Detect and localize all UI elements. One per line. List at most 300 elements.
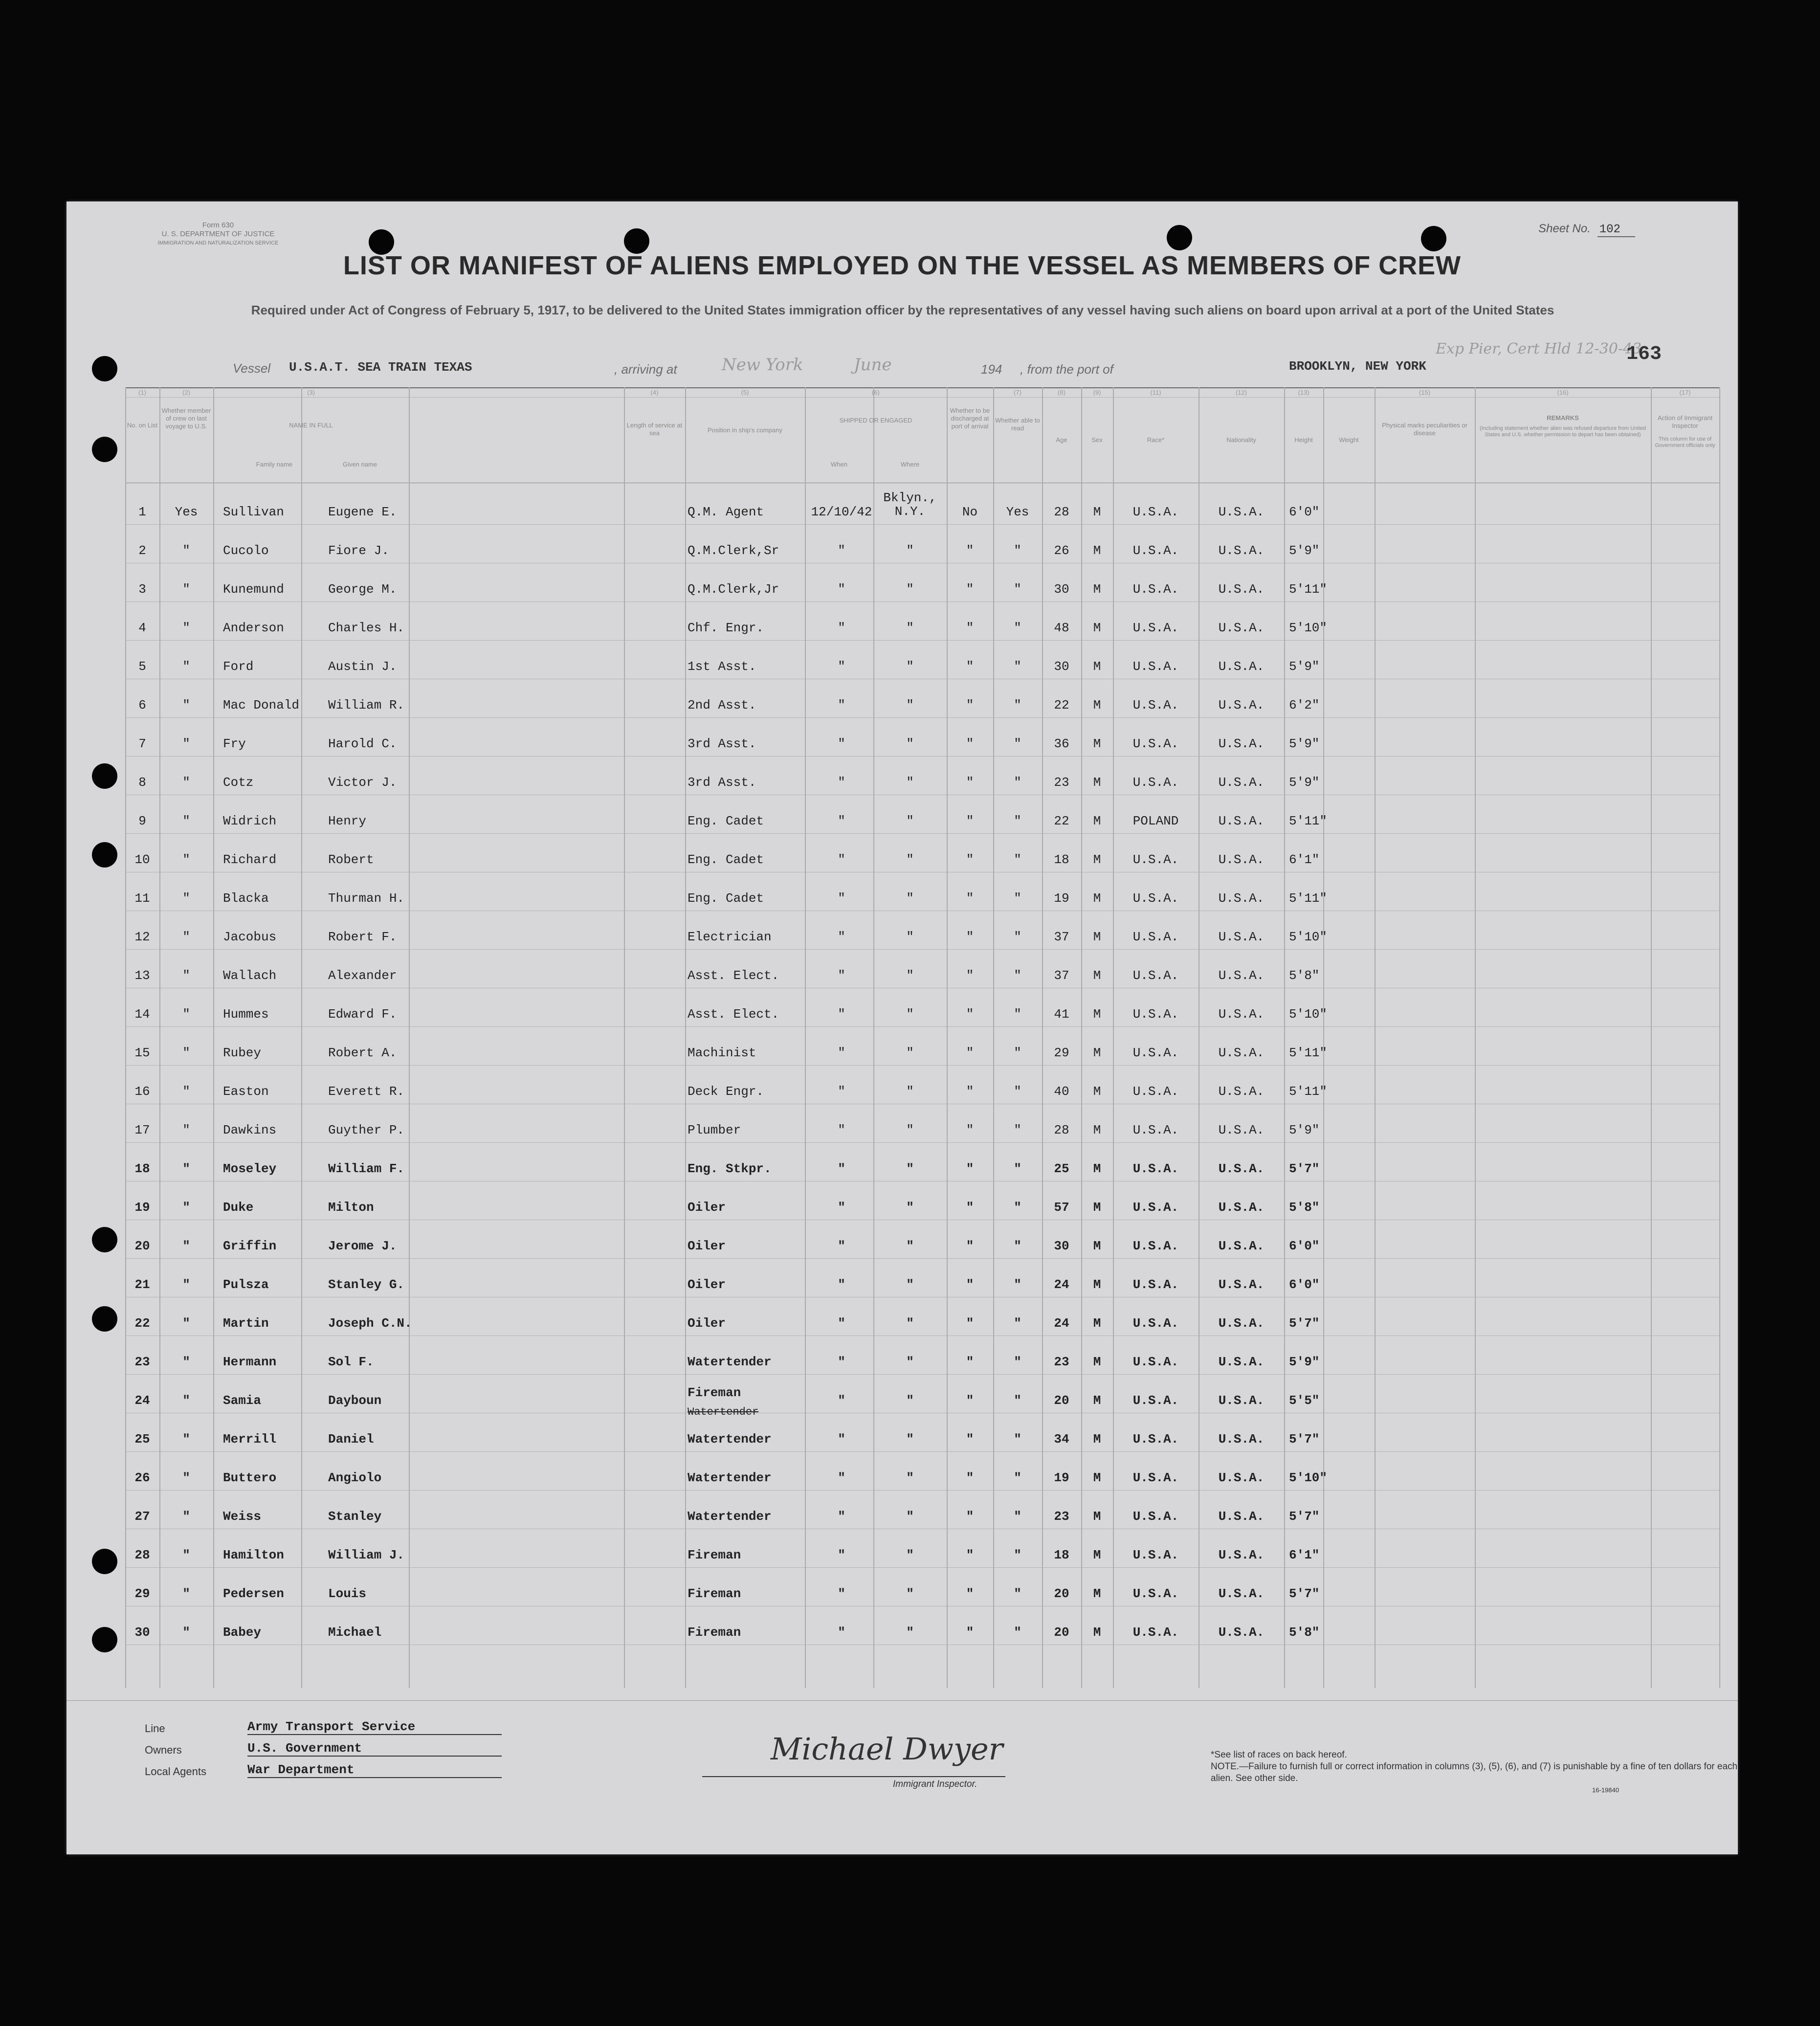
cell-prev: ": [182, 1046, 190, 1060]
cell-prev: ": [182, 1161, 190, 1176]
cell-race: U.S.A.: [1132, 1393, 1179, 1408]
owners-value: U.S. Government: [247, 1741, 502, 1757]
cell-pos: Watertender: [688, 1470, 772, 1485]
cell-prev: ": [182, 1393, 190, 1408]
cell-race: U.S.A.: [1132, 1123, 1179, 1137]
sheet-number: Sheet No. 102: [1538, 222, 1635, 236]
cell-age: 22: [1054, 698, 1069, 712]
cell-disch: ": [966, 1432, 974, 1447]
cell-age: 24: [1054, 1316, 1069, 1331]
cell-height: 5'7": [1289, 1586, 1320, 1601]
cell-age: 24: [1054, 1277, 1069, 1292]
table-row: [125, 1046, 1719, 1065]
cell-race: U.S.A.: [1132, 1432, 1179, 1447]
col-header-where: Where: [900, 461, 920, 468]
department-name: U. S. DEPARTMENT OF JUSTICE: [161, 230, 275, 238]
arriving-place: New York: [722, 355, 803, 375]
row-rule: [125, 1142, 1719, 1143]
cell-pos: Watertender: [688, 1509, 772, 1524]
cell-prev: ": [182, 1625, 190, 1640]
cell-no: 29: [134, 1586, 150, 1601]
cell-sex: M: [1093, 775, 1101, 790]
cell-nat: U.S.A.: [1218, 1161, 1265, 1176]
cell-height: 5'11": [1289, 1084, 1328, 1099]
cell-prev: Yes: [175, 505, 198, 519]
cell-no: 15: [134, 1046, 150, 1060]
arrival-date: June: [854, 355, 892, 375]
cell-where: ": [906, 1470, 914, 1485]
cell-when: ": [838, 1123, 845, 1137]
cell-family: Weiss: [223, 1509, 262, 1524]
cell-nat: U.S.A.: [1218, 1470, 1265, 1485]
cell-family: Babey: [223, 1625, 262, 1640]
cell-no: 25: [134, 1432, 150, 1447]
cell-where: ": [906, 968, 914, 983]
cell-family: Fry: [223, 736, 246, 751]
table-row: [125, 490, 1719, 524]
cell-sex: M: [1093, 1200, 1101, 1215]
table-row: [125, 698, 1719, 717]
col-header-position: Position in ship's company: [708, 426, 782, 434]
cell-family: Easton: [223, 1084, 269, 1099]
table-row: [125, 1123, 1719, 1142]
cell-prev: ": [182, 1355, 190, 1369]
col-header-given-name: Given name: [342, 461, 377, 468]
cell-given: Thurman H.: [328, 891, 405, 906]
department-header: [135, 221, 301, 247]
cell-when: ": [838, 1239, 845, 1253]
cell-given: Guyther P.: [328, 1123, 405, 1137]
cell-prev: ": [182, 1548, 190, 1562]
cell-when: ": [838, 736, 845, 751]
cell-disch: No: [962, 505, 978, 519]
cell-disch: ": [966, 698, 974, 712]
handwritten-annotation: Exp Pier, Cert Hld 12-30-43: [1436, 340, 1642, 357]
cell-pos: 3rd Asst.: [688, 775, 756, 790]
cell-when: ": [838, 1432, 845, 1447]
cell-prev: ": [182, 1200, 190, 1215]
col-num: (8): [1058, 389, 1065, 396]
cell-when: ": [838, 1277, 845, 1292]
cell-no: 2: [138, 543, 146, 558]
cell-read: ": [1014, 659, 1021, 674]
cell-pos: Asst. Elect.: [688, 968, 779, 983]
punch-hole: [92, 1306, 117, 1332]
row-rule: [125, 1490, 1719, 1491]
cell-no: 17: [134, 1123, 150, 1137]
cell-when: ": [838, 930, 845, 944]
cell-where: ": [906, 1046, 914, 1060]
col-num: (5): [741, 389, 749, 396]
cell-disch: ": [966, 1046, 974, 1060]
cell-family: Mac Donald: [223, 698, 300, 712]
cell-prev: ": [182, 1509, 190, 1524]
cell-sex: M: [1093, 1432, 1101, 1447]
cell-sex: M: [1093, 505, 1101, 519]
cell-race: U.S.A.: [1132, 698, 1179, 712]
cell-family: Merrill: [223, 1432, 277, 1447]
col-header-race: Race*: [1147, 436, 1165, 444]
cell-prev: ": [182, 621, 190, 635]
cell-disch: ": [966, 582, 974, 597]
cell-prev: ": [182, 814, 190, 828]
cell-no: 6: [138, 698, 146, 712]
cell-race: U.S.A.: [1132, 1200, 1179, 1215]
cell-race: U.S.A.: [1132, 1161, 1179, 1176]
cell-when: ": [838, 582, 845, 597]
cell-read: ": [1014, 1161, 1021, 1176]
cell-where: ": [906, 1200, 914, 1215]
cell-read: ": [1014, 1625, 1021, 1640]
cell-where: ": [906, 698, 914, 712]
cell-given: Robert A.: [328, 1046, 397, 1060]
table-row: [125, 1625, 1719, 1645]
struck-position: Watertender: [688, 1406, 759, 1418]
col-header-prev-voyage: Whether member of crew on last voyage to U.S.: [161, 407, 211, 430]
cell-height: 5'10": [1289, 930, 1328, 944]
cell-race: U.S.A.: [1132, 582, 1179, 597]
cell-age: 23: [1054, 1509, 1069, 1524]
cell-race: U.S.A.: [1132, 891, 1179, 906]
row-rule: [125, 1065, 1719, 1066]
cell-nat: U.S.A.: [1218, 1084, 1265, 1099]
cell-age: 26: [1054, 543, 1069, 558]
table-row: [125, 659, 1719, 679]
cell-height: 5'9": [1289, 775, 1320, 790]
cell-disch: ": [966, 1277, 974, 1292]
cell-disch: ": [966, 1161, 974, 1176]
cell-prev: ": [182, 1007, 190, 1022]
cell-age: 57: [1054, 1200, 1069, 1215]
cell-pos: Watertender: [688, 1432, 772, 1447]
cell-race: U.S.A.: [1132, 852, 1179, 867]
table-row: [125, 621, 1719, 640]
cell-disch: ": [966, 1625, 974, 1640]
cell-age: 29: [1054, 1046, 1069, 1060]
cell-prev: ": [182, 930, 190, 944]
cell-nat: U.S.A.: [1218, 1316, 1265, 1331]
cell-read: ": [1014, 775, 1021, 790]
cell-race: U.S.A.: [1132, 1277, 1179, 1292]
cell-when: ": [838, 1200, 845, 1215]
cell-nat: U.S.A.: [1218, 1277, 1265, 1292]
cell-when: ": [838, 1046, 845, 1060]
cell-read: ": [1014, 1123, 1021, 1137]
cell-nat: U.S.A.: [1218, 891, 1265, 906]
form-code: 16-19840: [1592, 1786, 1619, 1794]
cell-nat: U.S.A.: [1218, 1393, 1265, 1408]
cell-given: Harold C.: [328, 736, 397, 751]
cell-height: 6'0": [1289, 1277, 1320, 1292]
cell-when: ": [838, 543, 845, 558]
cell-given: Stanley: [328, 1509, 382, 1524]
cell-disch: ": [966, 1200, 974, 1215]
cell-height: 5'11": [1289, 891, 1328, 906]
cell-pos: Q.M. Agent: [688, 505, 764, 519]
cell-no: 9: [138, 814, 146, 828]
col-num: (9): [1093, 389, 1101, 396]
table-row: [125, 582, 1719, 601]
cell-no: 1: [138, 505, 146, 519]
cell-when: ": [838, 698, 845, 712]
agents-value: War Department: [247, 1762, 502, 1778]
cell-given: Eugene E.: [328, 505, 397, 519]
cell-pos: Plumber: [688, 1123, 741, 1137]
row-rule: [125, 640, 1719, 641]
cell-nat: U.S.A.: [1218, 621, 1265, 635]
cell-pos: Oiler: [688, 1316, 726, 1331]
table-row: [125, 1007, 1719, 1026]
col-header-name: NAME IN FULL: [289, 422, 333, 429]
cell-given: Robert: [328, 852, 374, 867]
cell-pos: Fireman: [688, 1586, 741, 1601]
cell-disch: ": [966, 968, 974, 983]
cell-read: ": [1014, 1007, 1021, 1022]
cell-sex: M: [1093, 814, 1101, 828]
cell-read: ": [1014, 1509, 1021, 1524]
col-header-sex: Sex: [1091, 436, 1103, 444]
cell-where: ": [906, 1084, 914, 1099]
cell-given: Michael: [328, 1625, 382, 1640]
cell-prev: ": [182, 968, 190, 983]
cell-disch: ": [966, 1470, 974, 1485]
cell-where: ": [906, 1007, 914, 1022]
cell-given: Daniel: [328, 1432, 374, 1447]
cell-where: ": [906, 543, 914, 558]
col-header-age: Age: [1056, 436, 1067, 444]
page-title: LIST OR MANIFEST OF ALIENS EMPLOYED ON THE VESSEL AS MEMBERS OF CREW: [343, 251, 1462, 280]
cell-where: ": [906, 1509, 914, 1524]
cell-sex: M: [1093, 1239, 1101, 1253]
cell-age: 28: [1054, 505, 1069, 519]
cell-pos: Q.M.Clerk,Jr: [688, 582, 779, 597]
cell-disch: ": [966, 1239, 974, 1253]
cell-age: 41: [1054, 1007, 1069, 1022]
cell-prev: ": [182, 659, 190, 674]
table-row: [125, 1200, 1719, 1220]
row-rule: [125, 949, 1719, 950]
cell-given: Victor J.: [328, 775, 397, 790]
cell-family: Duke: [223, 1200, 254, 1215]
cell-where: ": [906, 1161, 914, 1176]
from-label: , from the port of: [1020, 362, 1113, 377]
cell-given: Sol F.: [328, 1355, 374, 1369]
cell-when: ": [838, 1084, 845, 1099]
inspector-signature: Michael Dwyer: [771, 1731, 1003, 1767]
punch-hole: [1167, 225, 1192, 250]
inspector-label: Immigrant Inspector.: [893, 1779, 977, 1789]
cell-prev: ": [182, 736, 190, 751]
cell-age: 23: [1054, 775, 1069, 790]
cell-height: 5'8": [1289, 1200, 1320, 1215]
cell-nat: U.S.A.: [1218, 1355, 1265, 1369]
cell-height: 5'9": [1289, 736, 1320, 751]
cell-nat: U.S.A.: [1218, 543, 1265, 558]
cell-read: ": [1014, 1355, 1021, 1369]
vessel-name: U.S.A.T. SEA TRAIN TEXAS: [289, 360, 472, 375]
col-num: (12): [1235, 389, 1247, 396]
cell-family: Hermann: [223, 1355, 277, 1369]
cell-sex: M: [1093, 1046, 1101, 1060]
cell-no: 16: [134, 1084, 150, 1099]
cell-race: U.S.A.: [1132, 621, 1179, 635]
cell-pos: Oiler: [688, 1239, 726, 1253]
punch-hole: [92, 1627, 117, 1652]
cell-height: 5'11": [1289, 1046, 1328, 1060]
cell-sex: M: [1093, 543, 1101, 558]
cell-given: Dayboun: [328, 1393, 382, 1408]
from-port: BROOKLYN, NEW YORK: [1289, 359, 1426, 374]
cell-nat: U.S.A.: [1218, 1046, 1265, 1060]
cell-no: 27: [134, 1509, 150, 1524]
table-row: [125, 1277, 1719, 1297]
cell-height: 5'9": [1289, 659, 1320, 674]
cell-when: ": [838, 1470, 845, 1485]
cell-prev: ": [182, 852, 190, 867]
cell-family: Wallach: [223, 968, 277, 983]
cell-family: Ford: [223, 659, 254, 674]
cell-no: 22: [134, 1316, 150, 1331]
cell-age: 30: [1054, 1239, 1069, 1253]
cell-nat: U.S.A.: [1218, 1007, 1265, 1022]
cell-family: Hamilton: [223, 1548, 284, 1562]
cell-read: ": [1014, 1470, 1021, 1485]
cell-sex: M: [1093, 1548, 1101, 1562]
row-rule: [125, 601, 1719, 602]
cell-sex: M: [1093, 1470, 1101, 1485]
cell-age: 20: [1054, 1586, 1069, 1601]
cell-family: Hummes: [223, 1007, 269, 1022]
cell-prev: ": [182, 1084, 190, 1099]
cell-race: U.S.A.: [1132, 505, 1179, 519]
footer-notes: [1211, 1749, 1749, 1796]
punch-hole: [92, 763, 117, 789]
cell-prev: ": [182, 543, 190, 558]
cell-height: 5'7": [1289, 1316, 1320, 1331]
vessel-label: Vessel: [233, 361, 271, 376]
cell-race: U.S.A.: [1132, 1470, 1179, 1485]
cell-age: 34: [1054, 1432, 1069, 1447]
cell-given: William F.: [328, 1161, 405, 1176]
col-header-action: Action of Immigrant Inspector: [1658, 414, 1712, 429]
cell-nat: U.S.A.: [1218, 852, 1265, 867]
cell-given: Edward F.: [328, 1007, 397, 1022]
cell-sex: M: [1093, 659, 1101, 674]
cell-disch: ": [966, 891, 974, 906]
cell-sex: M: [1093, 1316, 1101, 1331]
punch-hole: [92, 1549, 117, 1574]
cell-family: Dawkins: [223, 1123, 277, 1137]
remarks-note: (Including statement whether alien was refused departure from United States and U.S. whether permission to depart has been obtained): [1480, 425, 1646, 438]
cell-sex: M: [1093, 1355, 1101, 1369]
cell-disch: ": [966, 1316, 974, 1331]
cell-race: U.S.A.: [1132, 736, 1179, 751]
cell-race: POLAND: [1132, 814, 1179, 828]
row-rule: [125, 1374, 1719, 1375]
col-num: (13): [1298, 389, 1310, 396]
cell-no: 23: [134, 1355, 150, 1369]
cell-family: Samia: [223, 1393, 262, 1408]
cell-sex: M: [1093, 1625, 1101, 1640]
cell-age: 25: [1054, 1161, 1069, 1176]
cell-prev: ": [182, 1239, 190, 1253]
cell-given: Charles H.: [328, 621, 405, 635]
col-num: (6): [872, 389, 880, 396]
cell-race: U.S.A.: [1132, 775, 1179, 790]
cell-given: Joseph C.N.: [328, 1316, 412, 1331]
cell-disch: ": [966, 775, 974, 790]
table-row: [125, 1239, 1719, 1258]
footer-divider: [67, 1700, 1738, 1701]
cell-pos: Machinist: [688, 1046, 756, 1060]
cell-no: 5: [138, 659, 146, 674]
table-row: [125, 968, 1719, 988]
table-row: [125, 1432, 1719, 1451]
cell-given: Stanley G.: [328, 1277, 405, 1292]
cell-read: ": [1014, 1084, 1021, 1099]
cell-nat: U.S.A.: [1218, 775, 1265, 790]
table-row: [125, 1385, 1719, 1418]
cell-read: ": [1014, 1316, 1021, 1331]
cell-nat: U.S.A.: [1218, 1586, 1265, 1601]
col-num: (15): [1419, 389, 1431, 396]
cell-when: ": [838, 968, 845, 983]
cell-height: 5'10": [1289, 621, 1328, 635]
cell-family: Pulsza: [223, 1277, 269, 1292]
cell-given: Jerome J.: [328, 1239, 397, 1253]
cell-age: 19: [1054, 891, 1069, 906]
col-header-remarks: REMARKS: [1547, 414, 1579, 422]
cell-when: ": [838, 891, 845, 906]
cell-where: Bklyn., N.Y.: [883, 490, 937, 519]
row-rule: [125, 1026, 1719, 1027]
cell-no: 26: [134, 1470, 150, 1485]
cell-no: 4: [138, 621, 146, 635]
cell-family: Jacobus: [223, 930, 277, 944]
cell-pos: Chf. Engr.: [688, 621, 764, 635]
cell-where: ": [906, 775, 914, 790]
cell-age: 28: [1054, 1123, 1069, 1137]
form-number: Form 630: [202, 221, 234, 229]
cell-disch: ": [966, 1123, 974, 1137]
col-header-no: No. on List: [127, 422, 158, 429]
cell-where: ": [906, 736, 914, 751]
cell-no: 19: [134, 1200, 150, 1215]
cell-disch: ": [966, 852, 974, 867]
cell-no: 8: [138, 775, 146, 790]
punch-hole: [92, 437, 117, 462]
cell-pos: Eng. Cadet: [688, 814, 764, 828]
cell-prev: ": [182, 1123, 190, 1137]
cell-age: 37: [1054, 930, 1069, 944]
cell-pos: 3rd Asst.: [688, 736, 756, 751]
cell-when: ": [838, 852, 845, 867]
cell-nat: U.S.A.: [1218, 698, 1265, 712]
cell-height: 6'2": [1289, 698, 1320, 712]
cell-when: ": [838, 814, 845, 828]
cell-pos: Deck Engr.: [688, 1084, 764, 1099]
cell-race: U.S.A.: [1132, 659, 1179, 674]
cell-race: U.S.A.: [1132, 968, 1179, 983]
cell-disch: ": [966, 1007, 974, 1022]
cell-no: 13: [134, 968, 150, 983]
cell-when: ": [838, 1007, 845, 1022]
cell-pos: Oiler: [688, 1277, 726, 1292]
cell-nat: U.S.A.: [1218, 1239, 1265, 1253]
col-header-height: Height: [1294, 436, 1313, 444]
cell-nat: U.S.A.: [1218, 582, 1265, 597]
cell-when: ": [838, 1316, 845, 1331]
